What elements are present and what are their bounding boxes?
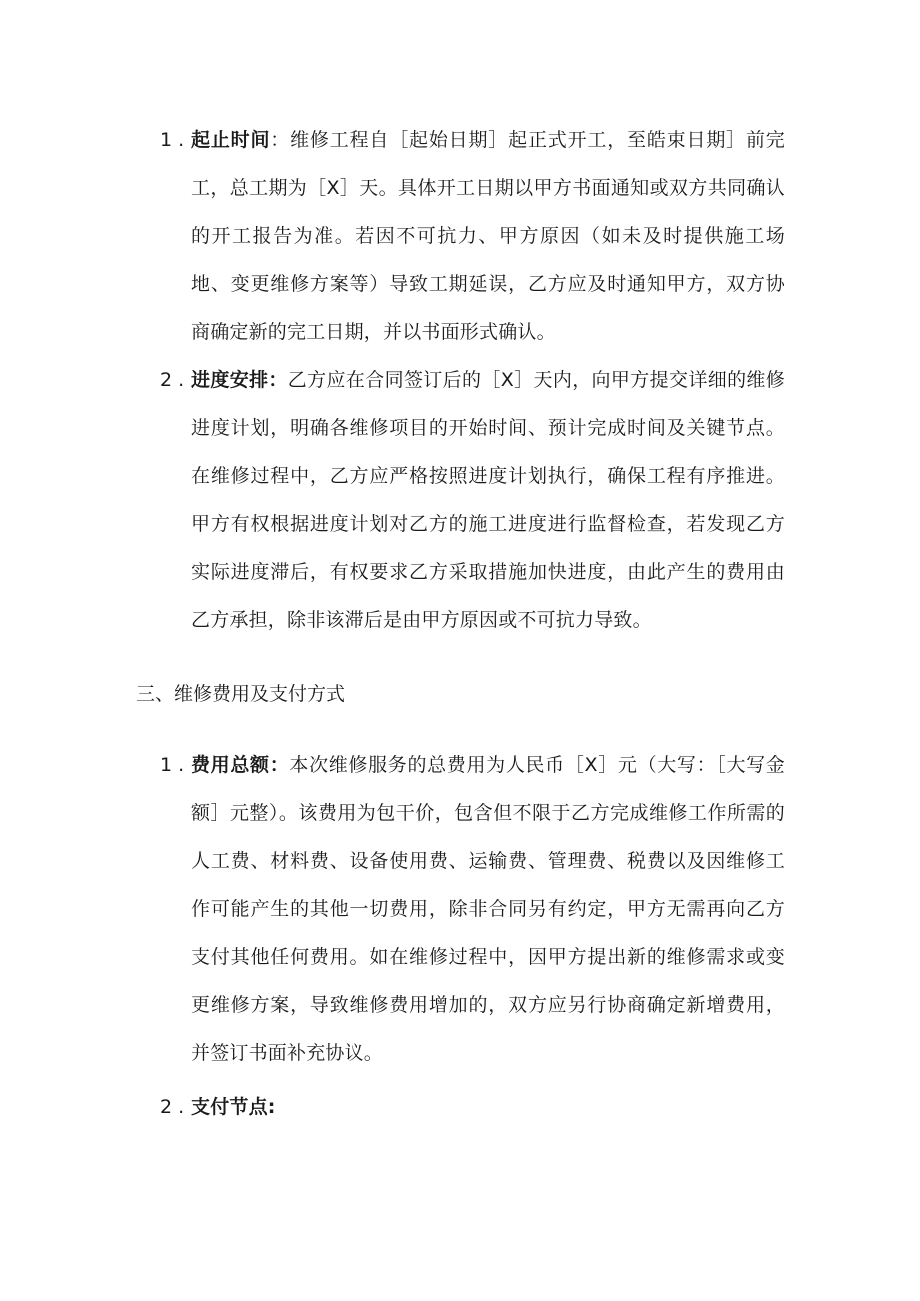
clause-body [191, 356, 785, 644]
clause-text: 本次维修服务的总费用为人民币［X］元（大写：［大写金额］元整）。该费用为包干价，包含但不限于乙方完成维修工作所需的人工费、材料费、设备使用费、运输费、管理费、税费以及因维修工作可能产生的其他一切费用，除非合同另有约定，甲方无需再向乙方支付其他任何费用。如在维修过程中，因甲方提出新的维修需求或变更维修方案，导致维修费用增加的，双方应另行协商确定新增费用，并签订书面补充协议。 [191, 754, 785, 1064]
clause-text: 乙方应在合同签订后的［X］天内，向甲方提交详细的维修进度计划，明确各维修项目的开始时间、预计完成时间及关键节点。在维修过程中，乙方应严格按照进度计划执行，确保工程有序推进。甲方有权根据进度计划对乙方的施工进度进行监督检查，若发现乙方实际进度滞后，有权要求乙方采取措施加快进度，由此产生的费用由乙方承担，除非该滞后是由甲方原因或不可抗力导致。 [191, 369, 785, 631]
clause-start-end-time [160, 116, 785, 356]
clause-body [191, 1083, 785, 1131]
clause-number: 2 . [160, 369, 185, 391]
clause-schedule [160, 356, 785, 644]
clause-number: 1 . [160, 129, 185, 151]
clause-heading: 费用总额： [191, 754, 290, 776]
clause-heading: 支付节点: [191, 1096, 276, 1118]
clause-body [191, 116, 785, 356]
clause-number: 1 . [160, 754, 185, 776]
clause-number: 2 . [160, 1096, 185, 1118]
clause-payment-milestones [160, 1083, 785, 1131]
clause-text: 维修工程自［起始日期］起正式开工，至皓束日期］前完工，总工期为［X］天。具体开工日期以甲方书面通知或双方共同确认的开工报告为准。若因不可抗力、甲方原因（如未及时提供施工场地、变更维修方案等）导致工期延误，乙方应及时通知甲方，双方协商确定新的完工日期，并以书面形式确认。 [191, 129, 785, 343]
clause-total-fee [160, 741, 785, 1077]
clause-heading: 起止时间 [191, 129, 271, 151]
section-title: 三、维修费用及支付方式 [136, 683, 346, 705]
clause-heading: 进度安排： [191, 369, 288, 391]
clause-body [191, 741, 785, 1077]
clause-separator: ： [270, 129, 291, 151]
